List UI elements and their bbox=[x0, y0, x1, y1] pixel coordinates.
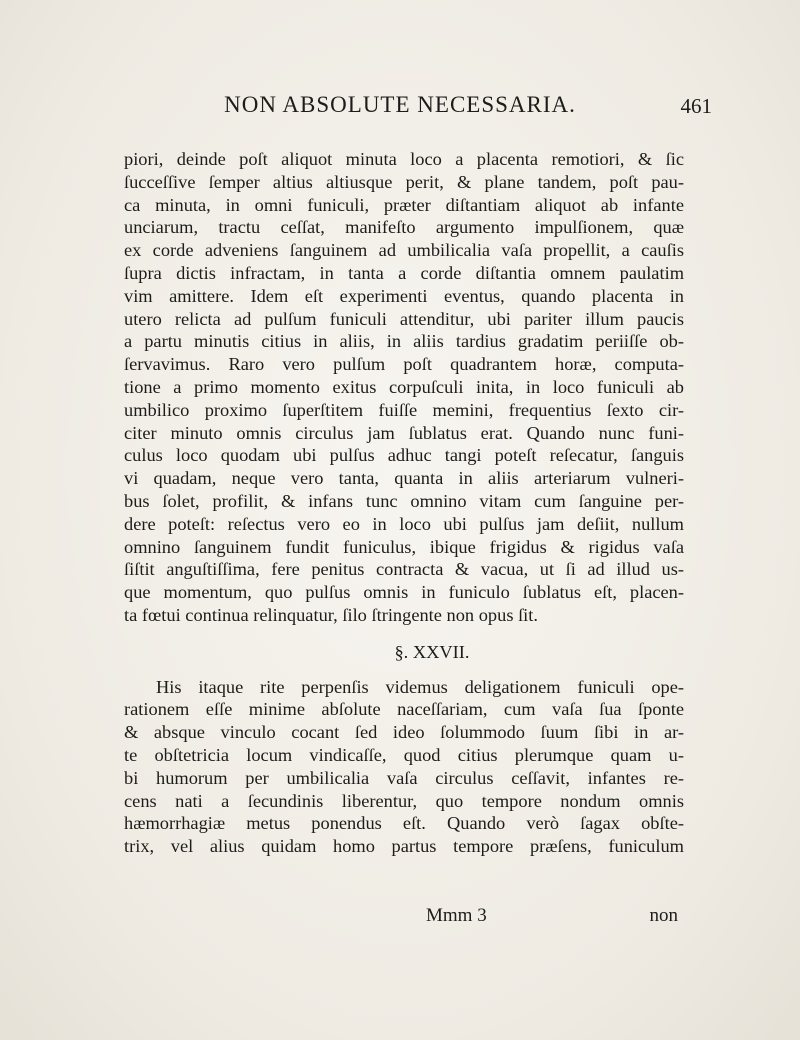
page-footer bbox=[124, 905, 684, 929]
text-line: umbilico proximo ſuperſtitem fuiſſe memini, frequentius ſexto cir- bbox=[124, 399, 684, 420]
text-line: piori, deinde poſt aliquot minuta loco a placenta remotiori, & ſic bbox=[124, 149, 684, 169]
text-line: ca minuta, in omni funiculi, præter diſtantiam aliquot ab infante bbox=[124, 194, 684, 215]
text-line: rationem eſſe minime abſolute naceſſariam, cum vaſa ſua ſponte bbox=[124, 699, 684, 720]
running-title: NON ABSOLUTE NECESSARIA. bbox=[224, 92, 576, 117]
page-number: 461 bbox=[680, 94, 712, 118]
text-line: vi quadam, neque vero tanta, quanta in aliis arteriarum vulneri- bbox=[124, 468, 684, 489]
text-line: ſiſtit anguſtiſſima, fere penitus contracta & vacua, ut ſi ad illud us- bbox=[124, 559, 684, 580]
text-line: citer minuto omnis circulus jam ſublatus erat. Quando nunc funi- bbox=[124, 422, 684, 443]
text-line: ſucceſſive ſemper altius altiusque perit, & plane tandem, poſt pau- bbox=[124, 171, 684, 192]
text-line: hæmorrhagiæ metus ponendus eſt. Quando verò ſagax obſte- bbox=[124, 813, 684, 834]
text-line: bus ſolet, profilit, & infans tunc omnino vitam cum ſanguine per- bbox=[124, 490, 684, 511]
text-line: dere poteſt: reſectus vero eo in loco ubi pulſus jam deſiit, nullum bbox=[124, 513, 684, 534]
text-line: te obſtetricia locum vindicaſſe, quod citius plerumque quam u- bbox=[124, 744, 684, 765]
signature-mark: Mmm 3 bbox=[426, 905, 487, 926]
text-line: culus loco quodam ubi pulſus adhuc tangi poteſt reſecatur, ſanguis bbox=[124, 445, 684, 466]
paragraph-2 bbox=[124, 676, 684, 858]
text-line: ſervavimus. Raro vero pulſum poſt quadrantem horæ, computa- bbox=[124, 354, 684, 375]
running-head bbox=[96, 92, 712, 122]
text-line: cens nati a ſecundinis liberentur, quo tempore nondum omnis bbox=[124, 790, 684, 811]
paragraph-1 bbox=[124, 148, 684, 627]
text-line: bi humorum per umbilicalia vaſa circulus ceſſavit, infantes re- bbox=[124, 767, 684, 788]
catchword: non bbox=[649, 905, 678, 926]
text-line: ſupra dictis infractam, in tanta a corde diſtantia omnem paulatim bbox=[124, 262, 684, 283]
text-line: trix, vel alius quidam homo partus tempore præſens, funiculum bbox=[124, 836, 684, 857]
text-line: tione a primo momento exitus corpuſculi inita, in loco funiculi ab bbox=[124, 376, 684, 397]
text-line: ta fœtui continua relinquatur, ſilo ſtringente non opus ſit. bbox=[124, 604, 538, 625]
text-line: a partu minutis citius in aliis, in aliis tardius gradatim periiſſe ob- bbox=[124, 331, 684, 352]
text-line: unciarum, tractu ceſſat, manifeſto argumento impulſionem, quæ bbox=[124, 217, 684, 238]
section-heading: §. XXVII. bbox=[394, 641, 470, 662]
text-line: vim amittere. Idem eſt experimenti eventus, quando placenta in bbox=[124, 285, 684, 306]
text-line: utero relicta ad pulſum funiculi attenditur, ubi pariter illum paucis bbox=[124, 308, 684, 329]
text-line: & absque vinculo cocant ſed ideo ſolummodo ſuum ſibi in ar- bbox=[124, 722, 684, 743]
text-line: ex corde adveniens ſanguinem ad umbilicalia vaſa propellit, a cauſis bbox=[124, 240, 684, 261]
text-line: omnino ſanguinem fundit funiculus, ibique frigidus & rigidus vaſa bbox=[124, 536, 684, 557]
text-line: que momentum, quo pulſus omnis in funiculo ſublatus eſt, placen- bbox=[124, 582, 684, 603]
text-line: His itaque rite perpenſis videmus deligationem funiculi ope- bbox=[156, 676, 684, 697]
body-text bbox=[124, 148, 684, 858]
